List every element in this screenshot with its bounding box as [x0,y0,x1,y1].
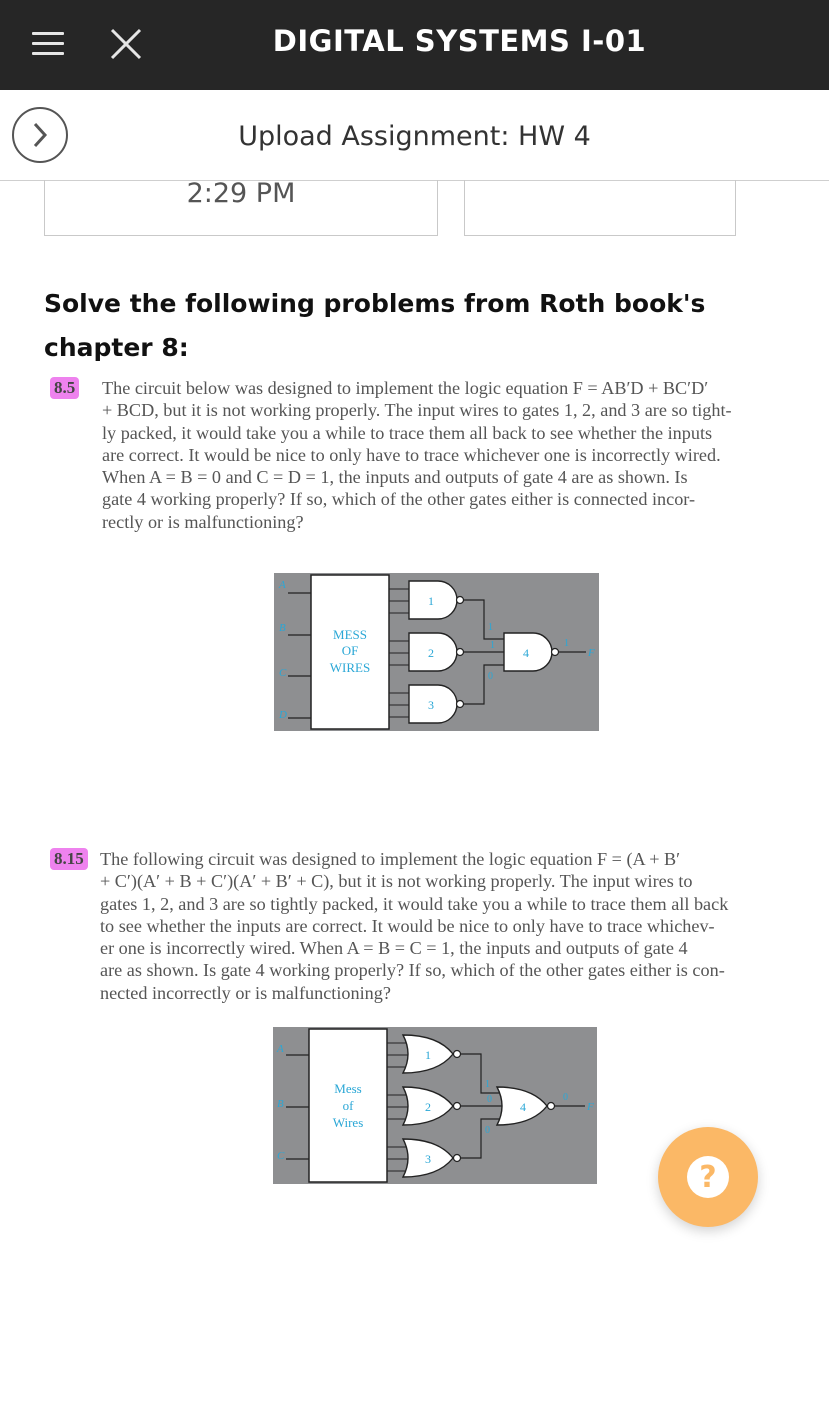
question-mark-icon [686,1155,730,1199]
gate-number: 1 [428,594,434,608]
problem-text-line: to see whether the inputs are correct. It would be nice to only have to trace whichev- [100,915,715,936]
box-label: of [342,1098,354,1113]
instructions-heading: Solve the following problems from Roth book's chapter 8: [44,289,706,362]
svg-text:?: ? [699,1160,717,1195]
output-label: F [587,1101,594,1113]
gate-number: 2 [428,646,434,660]
box-label: MESS [333,627,367,642]
problem-text-line: nected incorrectly or is malfunctioning? [100,982,391,1003]
chevron-right-circle-icon[interactable] [12,107,68,163]
hamburger-menu-icon[interactable] [26,24,70,64]
gate-number: 2 [425,1100,431,1114]
gate4-input-value: 1 [490,640,495,651]
assignment-header [0,90,829,181]
gate-number: 3 [428,698,434,712]
input-label: D [279,709,287,721]
help-button[interactable] [658,1127,758,1227]
gate4-output-value: 1 [564,638,569,649]
gate4-input-value: 1 [488,622,493,633]
gate4-output-value: 0 [563,1092,568,1103]
gate-number: 1 [425,1048,431,1062]
course-title: DIGITAL SYSTEMS I-01 [272,24,647,58]
problem-text-line: are as shown. Is gate 4 working properly? If so, which of the other gates either is con- [100,960,725,981]
problem-number-badge: 8.5 [50,377,79,399]
input-label: A [279,579,286,591]
box-label: Wires [332,1115,364,1130]
gate4-input-value: 1 [485,1079,490,1090]
output-label: F [588,647,595,659]
problem-text-line: + C′)(A′ + B + C′)(A′ + B′ + C), but it is not working properly. The input wires to [100,871,693,892]
close-x-icon[interactable] [104,22,148,66]
problem-text-line: ly packed, it would take you a while to trace them all back to see whether the inputs [102,422,713,443]
due-date-card [44,180,438,236]
input-label: C [277,1150,285,1162]
box-label: OF [341,643,359,658]
gate-number: 4 [520,1100,526,1114]
gate4-input-value: 0 [485,1125,490,1136]
problem-text-line: er one is incorrectly wired. When A = B = C = 1, the inputs and outputs of gate 4 [100,938,688,959]
circuit-diagram-8-5 [274,573,599,731]
gate-number: 3 [425,1152,431,1166]
input-label: B [279,622,286,634]
problem-text-line: The following circuit was designed to implement the logic equation F = (A + B′ [100,849,681,869]
problem-text-line: gates 1, 2, and 3 are so tightly packed, it would take you a while to trace them all back [100,893,729,914]
box-label: WIRES [329,660,371,675]
box-label: Mess [334,1081,362,1096]
problem-text-line: gate 4 working properly? If so, which of the other gates either is connected incor- [102,489,696,510]
due-time: 2:29 PM [186,178,296,209]
gate-number: 4 [523,646,529,660]
gate4-input-value: 0 [488,671,493,682]
problem-text-line: + BCD, but it is not working properly. The input wires to gates 1, 2, and 3 are so tight- [102,400,732,421]
problem-number-badge: 8.15 [50,848,88,870]
top-app-bar [0,0,829,90]
circuit-diagram-8-15 [273,1027,597,1184]
problem-text-line: The circuit below was designed to implement the logic equation F = AB′D + BC′D′ [102,378,709,398]
secondary-date-card [464,180,736,236]
input-label: C [279,667,287,679]
problem-text-line: When A = B = 0 and C = D = 1, the inputs and outputs of gate 4 are as shown. Is [102,467,688,488]
input-label: A [277,1043,284,1055]
problem-text [102,377,774,533]
input-label: B [277,1098,284,1110]
assignment-title: Upload Assignment: HW 4 [238,121,591,152]
problem-text-line: are correct. It would be nice to only have to trace whichever one is incorrectly wired. [102,444,721,465]
gate4-input-value: 0 [487,1094,492,1105]
problem-text-line: rectly or is malfunctioning? [102,511,304,532]
problem-text [100,848,772,1004]
